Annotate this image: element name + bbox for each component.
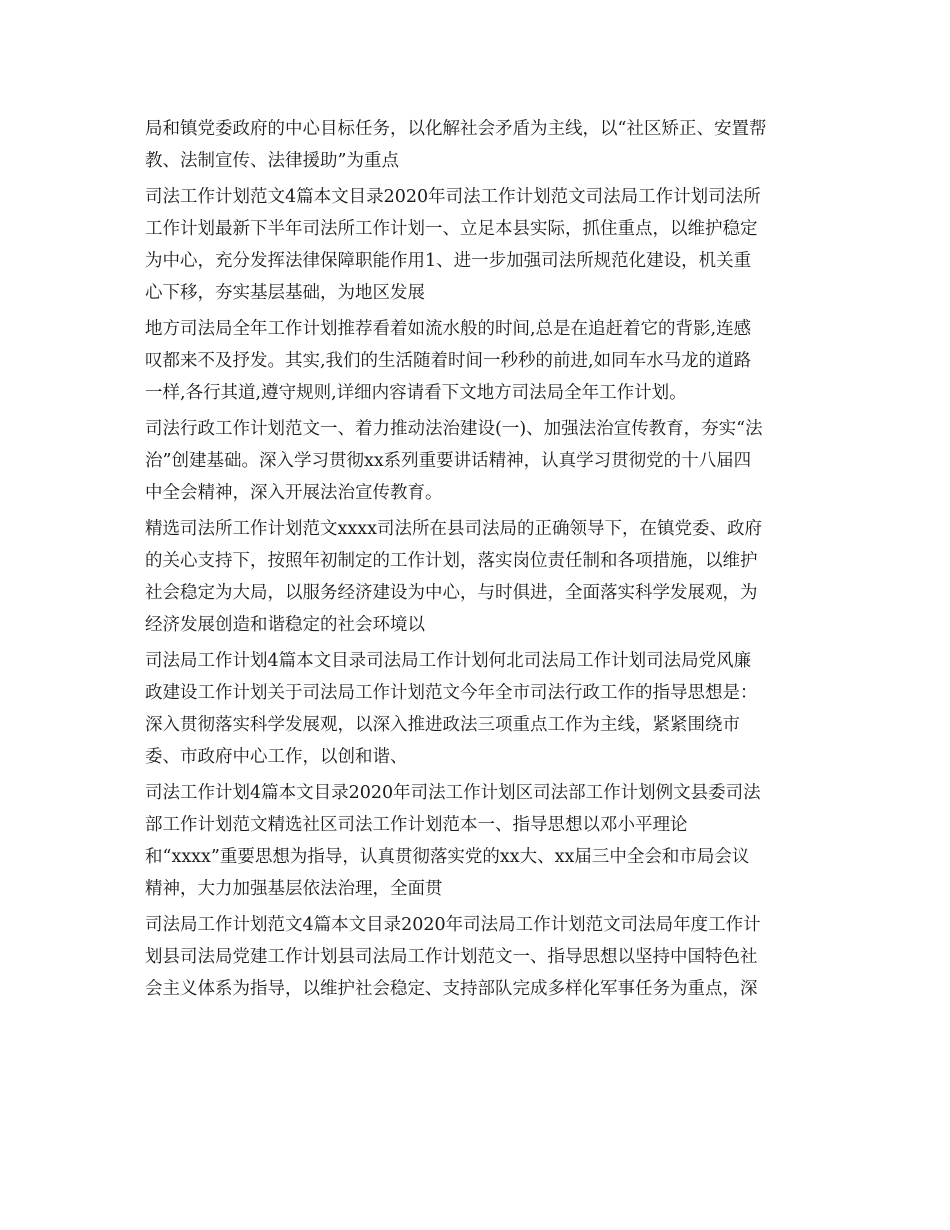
text-line: 治”创建基础。深入学习贯彻xx系列重要讲话精神，认真学习贯彻党的十八届四	[145, 451, 752, 471]
paragraph	[145, 313, 810, 409]
text-line: 和“xxxx”重要思想为指导，认真贯彻落实党的xx大、xx届三中全会和市局会议	[145, 847, 750, 867]
text-line: 司法行政工作计划范文一、着力推动法治建设(一)、加强法治宣传教育，夯实“法	[145, 419, 763, 439]
text-line: 政建设工作计划关于司法局工作计划范文今年全市司法行政工作的指导思想是：	[145, 683, 758, 703]
paragraph	[145, 645, 810, 773]
paragraph	[145, 909, 810, 1005]
text-line: 教、法制宣传、法律援助”为重点	[145, 151, 399, 171]
text-line: 工作计划最新下半年司法所工作计划一、立足本县实际，抓住重点，以维护稳定	[145, 219, 758, 239]
paragraph	[145, 513, 810, 641]
paragraph	[145, 113, 810, 177]
text-line: 精选司法所工作计划范文xxxx司法所在县司法局的正确领导下，在镇党委、政府	[145, 519, 762, 539]
text-line: 一样,各行其道,遵守规则,详细内容请看下文地方司法局全年工作计划。	[145, 383, 687, 403]
text-line: 经济发展创造和谐稳定的社会环境以	[145, 615, 425, 635]
text-line: 司法局工作计划范文4篇本文目录2020年司法局工作计划范文司法局年度工作计	[145, 915, 761, 935]
paragraph	[145, 181, 810, 309]
text-line: 委、市政府中心工作，以创和谐、	[145, 747, 408, 767]
text-line: 中全会精神，深入开展法治宣传教育。	[145, 483, 443, 503]
text-line: 社会稳定为大局，以服务经济建设为中心，与时俱进，全面落实科学发展观，为	[145, 583, 758, 603]
text-line: 司法工作计划范文4篇本文目录2020年司法工作计划范文司法局工作计划司法所	[145, 187, 761, 207]
text-line: 部工作计划范文精选社区司法工作计划范本一、指导思想以邓小平理论	[145, 815, 688, 835]
text-line: 深入贯彻落实科学发展观，以深入推进政法三项重点工作为主线，紧紧围绕市	[145, 715, 740, 735]
text-line: 司法局工作计划4篇本文目录司法局工作计划何北司法局工作计划司法局党风廉	[145, 651, 752, 671]
text-line: 的关心支持下，按照年初制定的工作计划，落实岗位责任制和各项措施，以维护	[145, 551, 758, 571]
text-line: 会主义体系为指导，以维护社会稳定、支持部队完成多样化军事任务为重点，深	[145, 979, 758, 999]
text-line: 心下移，夯实基层基础，为地区发展	[145, 283, 425, 303]
paragraph	[145, 413, 810, 509]
document-body	[145, 113, 810, 1005]
text-line: 精神，大力加强基层依法治理，全面贯	[145, 879, 443, 899]
paragraph	[145, 777, 810, 905]
text-line: 为中心，充分发挥法律保障职能作用1、进一步加强司法所规范化建设，机关重	[145, 251, 752, 271]
text-line: 叹都来不及抒发。其实,我们的生活随着时间一秒秒的前进,如同车水马龙的道路	[145, 351, 752, 371]
text-line: 地方司法局全年工作计划推荐看着如流水般的时间,总是在追赶着它的背影,连感	[145, 319, 752, 339]
text-line: 局和镇党委政府的中心目标任务，以化解社会矛盾为主线，以“社区矫正、安置帮	[145, 119, 767, 139]
text-line: 划县司法局党建工作计划县司法局工作计划范文一、指导思想以坚持中国特色社	[145, 947, 758, 967]
text-line: 司法工作计划4篇本文目录2020年司法工作计划区司法部工作计划例文县委司法	[145, 783, 761, 803]
